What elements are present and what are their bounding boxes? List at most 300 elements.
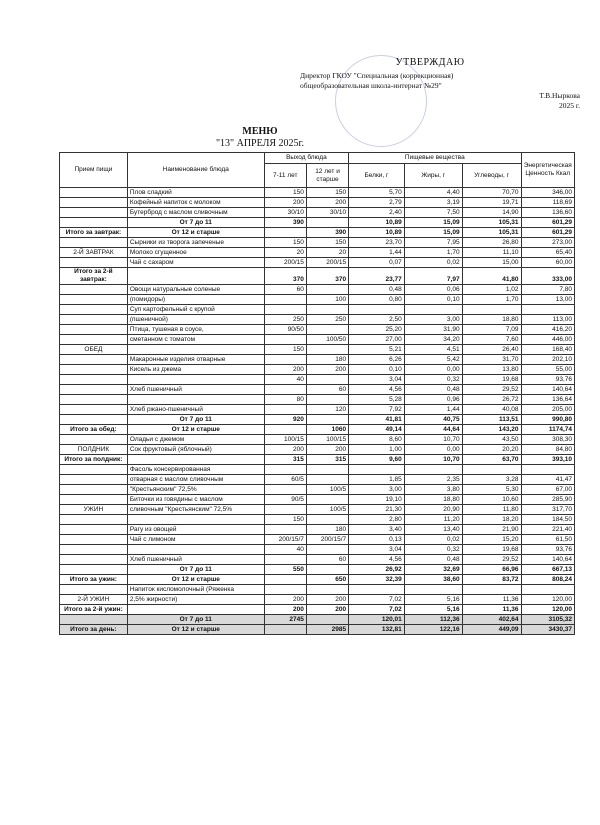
protein-cell: 41,81 [349, 415, 405, 425]
protein-cell: 0,80 [349, 295, 405, 305]
energy-cell: 393,10 [521, 455, 574, 465]
fat-cell: 3,19 [404, 198, 462, 208]
carbs-cell: 11,80 [462, 505, 521, 515]
carbs-cell: 70,70 [462, 188, 521, 198]
dish-cell: (помидоры) [127, 295, 264, 305]
table-row [60, 355, 575, 365]
energy-cell: 140,64 [521, 555, 574, 565]
protein-cell: 2,79 [349, 198, 405, 208]
table-row [60, 525, 575, 535]
protein-cell: 7,02 [349, 595, 405, 605]
fat-cell: 0,96 [404, 395, 462, 405]
header-carbs: Углеводы, г [462, 164, 521, 188]
yield-12-plus-cell: 150 [306, 238, 348, 248]
header-nutrients: Пищевые вещества [349, 153, 521, 164]
carbs-cell: 1,02 [462, 285, 521, 295]
protein-cell: 10,89 [349, 218, 405, 228]
table-row [60, 198, 575, 208]
yield-12-plus-cell: 100/15 [306, 435, 348, 445]
protein-cell: 5,21 [349, 345, 405, 355]
energy-cell: 67,00 [521, 485, 574, 495]
energy-cell: 55,00 [521, 365, 574, 375]
carbs-cell: 11,36 [462, 605, 521, 615]
protein-cell: 0,07 [349, 258, 405, 268]
meal-cell [60, 285, 128, 295]
energy-cell: 601,29 [521, 228, 574, 238]
carbs-cell: 66,96 [462, 565, 521, 575]
menu-table [59, 152, 575, 635]
fat-cell: 34,20 [404, 335, 462, 345]
yield-12-plus-cell: 390 [306, 228, 348, 238]
dish-cell: 2,5% жирности) [127, 595, 264, 605]
table-row [60, 248, 575, 258]
menu-heading [180, 126, 340, 150]
table-row [60, 405, 575, 415]
table-row [60, 435, 575, 445]
yield-12-plus-cell: 100 [306, 295, 348, 305]
table-row [60, 495, 575, 505]
dish-cell: Молоко сгущенное [127, 248, 264, 258]
fat-cell: 0,00 [404, 445, 462, 455]
table-row [60, 335, 575, 345]
meal-cell: Итого за 2-й завтрак: [60, 268, 128, 285]
carbs-cell: 402,64 [462, 615, 521, 625]
dish-cell: От 12 и старше [127, 228, 264, 238]
dish-cell [127, 345, 264, 355]
table-row [60, 465, 575, 475]
carbs-cell: 41,80 [462, 268, 521, 285]
table-row [60, 605, 575, 615]
meal-cell [60, 545, 128, 555]
yield-12-plus-cell [306, 565, 348, 575]
meal-cell [60, 615, 128, 625]
dish-cell: Кисель из джема [127, 365, 264, 375]
carbs-cell: 143,20 [462, 425, 521, 435]
yield-7-11-cell [264, 405, 306, 415]
carbs-cell: 40,08 [462, 405, 521, 415]
header-age-12-plus: 12 лет и старше [306, 164, 348, 188]
energy-cell: 333,00 [521, 268, 574, 285]
protein-cell: 5,70 [349, 188, 405, 198]
dish-cell [127, 605, 264, 615]
fat-cell: 5,16 [404, 595, 462, 605]
approval-heading: УТВЕРЖДАЮ [395, 57, 465, 68]
yield-12-plus-cell: 100/5 [306, 485, 348, 495]
yield-12-plus-cell [306, 515, 348, 525]
carbs-cell: 15,00 [462, 258, 521, 268]
table-row [60, 188, 575, 198]
dish-cell: Хлеб пшеничный [127, 385, 264, 395]
fat-cell: 31,90 [404, 325, 462, 335]
protein-cell: 9,60 [349, 455, 405, 465]
yield-12-plus-cell: 200 [306, 198, 348, 208]
protein-cell: 4,56 [349, 385, 405, 395]
yield-7-11-cell: 200 [264, 198, 306, 208]
dish-cell: отварная с маслом сливочным [127, 475, 264, 485]
yield-7-11-cell [264, 555, 306, 565]
header-protein: Белки, г [349, 164, 405, 188]
protein-cell: 25,20 [349, 325, 405, 335]
energy-cell: 136,60 [521, 208, 574, 218]
dish-cell: Чай с лимоном [127, 535, 264, 545]
energy-cell: 317,70 [521, 505, 574, 515]
energy-cell: 184,50 [521, 515, 574, 525]
carbs-cell [462, 305, 521, 315]
yield-7-11-cell: 150 [264, 345, 306, 355]
fat-cell: 3,80 [404, 485, 462, 495]
yield-12-plus-cell: 100/5 [306, 505, 348, 515]
yield-12-plus-cell [306, 495, 348, 505]
dish-cell: Суп картофельный с крупой [127, 305, 264, 315]
yield-12-plus-cell [306, 218, 348, 228]
energy-cell: 168,40 [521, 345, 574, 355]
yield-12-plus-cell [306, 545, 348, 555]
fat-cell: 32,69 [404, 565, 462, 575]
meal-cell [60, 198, 128, 208]
meal-cell: ПОЛДНИК [60, 445, 128, 455]
meal-cell [60, 375, 128, 385]
carbs-cell: 105,31 [462, 218, 521, 228]
yield-12-plus-cell: 200 [306, 595, 348, 605]
dish-cell: Биточки из говядины с маслом [127, 495, 264, 505]
yield-7-11-cell [264, 485, 306, 495]
table-row [60, 485, 575, 495]
energy-cell: 3105,32 [521, 615, 574, 625]
meal-cell [60, 495, 128, 505]
meal-cell [60, 305, 128, 315]
dish-cell: Хлеб пшеничный [127, 555, 264, 565]
meal-cell [60, 475, 128, 485]
energy-cell [521, 465, 574, 475]
protein-cell: 23,70 [349, 238, 405, 248]
dish-cell [127, 545, 264, 555]
table-row [60, 375, 575, 385]
approval-line-1: Директор ГКОУ "Специальная (коррекционная) [300, 71, 454, 80]
fat-cell: 0,02 [404, 258, 462, 268]
yield-7-11-cell: 390 [264, 218, 306, 228]
yield-12-plus-cell: 100/50 [306, 335, 348, 345]
energy-cell: 120,00 [521, 605, 574, 615]
fat-cell: 3,00 [404, 315, 462, 325]
fat-cell: 0,48 [404, 385, 462, 395]
table-row [60, 615, 575, 625]
fat-cell: 4,51 [404, 345, 462, 355]
meal-cell [60, 415, 128, 425]
yield-7-11-cell [264, 355, 306, 365]
table-row [60, 545, 575, 555]
fat-cell: 7,97 [404, 268, 462, 285]
yield-7-11-cell [264, 575, 306, 585]
yield-7-11-cell: 150 [264, 515, 306, 525]
protein-cell: 120,01 [349, 615, 405, 625]
meal-cell [60, 258, 128, 268]
dish-cell: От 12 и старше [127, 575, 264, 585]
meal-cell: Итого за ужин: [60, 575, 128, 585]
carbs-cell: 10,60 [462, 495, 521, 505]
energy-cell: 205,00 [521, 405, 574, 415]
fat-cell: 2,35 [404, 475, 462, 485]
carbs-cell: 13,80 [462, 365, 521, 375]
yield-7-11-cell: 200 [264, 445, 306, 455]
fat-cell: 10,70 [404, 435, 462, 445]
yield-7-11-cell: 200 [264, 365, 306, 375]
meal-cell [60, 335, 128, 345]
yield-12-plus-cell: 180 [306, 355, 348, 365]
yield-7-11-cell: 80 [264, 395, 306, 405]
yield-7-11-cell: 550 [264, 565, 306, 575]
energy-cell: 118,69 [521, 198, 574, 208]
meal-cell [60, 465, 128, 475]
table-row [60, 415, 575, 425]
yield-7-11-cell: 60/5 [264, 475, 306, 485]
table-row [60, 345, 575, 355]
meal-cell [60, 395, 128, 405]
menu-date: "13" АПРЕЛЯ 2025г. [215, 138, 305, 149]
yield-7-11-cell: 90/5 [264, 495, 306, 505]
table-row [60, 535, 575, 545]
dish-cell: От 12 и старше [127, 625, 264, 635]
fat-cell: 11,20 [404, 515, 462, 525]
energy-cell [521, 585, 574, 595]
fat-cell: 15,09 [404, 218, 462, 228]
protein-cell [349, 305, 405, 315]
fat-cell: 10,70 [404, 455, 462, 465]
energy-cell: 346,00 [521, 188, 574, 198]
protein-cell: 8,60 [349, 435, 405, 445]
yield-12-plus-cell: 60 [306, 555, 348, 565]
protein-cell: 6,26 [349, 355, 405, 365]
yield-12-plus-cell: 60 [306, 385, 348, 395]
meal-cell: Итого за завтрак: [60, 228, 128, 238]
yield-7-11-cell [264, 525, 306, 535]
dish-cell: сметанном с томатом [127, 335, 264, 345]
dish-cell: Оладьи с джемом [127, 435, 264, 445]
fat-cell: 0,32 [404, 545, 462, 555]
energy-cell: 61,50 [521, 535, 574, 545]
table-row [60, 455, 575, 465]
approval-block [300, 58, 580, 111]
dish-cell: От 7 до 11 [127, 415, 264, 425]
protein-cell: 26,92 [349, 565, 405, 575]
table-row [60, 228, 575, 238]
approval-line-2: общеобразовательная школа-интернат №29" [300, 81, 442, 90]
dish-cell: От 7 до 11 [127, 565, 264, 575]
yield-7-11-cell [264, 425, 306, 435]
protein-cell: 10,89 [349, 228, 405, 238]
header-age-7-11: 7-11 лет [264, 164, 306, 188]
fat-cell [404, 585, 462, 595]
dish-cell: Фасоль консервированная [127, 465, 264, 475]
dish-cell: Хлеб ржано-пшеничный [127, 405, 264, 415]
carbs-cell: 31,70 [462, 355, 521, 365]
protein-cell: 23,77 [349, 268, 405, 285]
meal-cell [60, 295, 128, 305]
energy-cell: 65,40 [521, 248, 574, 258]
energy-cell [521, 305, 574, 315]
fat-cell: 7,50 [404, 208, 462, 218]
table-row [60, 305, 575, 315]
yield-12-plus-cell: 120 [306, 405, 348, 415]
meal-cell [60, 188, 128, 198]
fat-cell: 20,90 [404, 505, 462, 515]
carbs-cell: 29,52 [462, 555, 521, 565]
fat-cell: 40,75 [404, 415, 462, 425]
meal-cell [60, 515, 128, 525]
dish-cell: Чай с сахаром [127, 258, 264, 268]
yield-12-plus-cell: 200/15 [306, 258, 348, 268]
dish-cell: Овощи натуральные соленые [127, 285, 264, 295]
dish-cell: От 12 и старше [127, 425, 264, 435]
yield-12-plus-cell [306, 585, 348, 595]
meal-cell: Итого за полдник: [60, 455, 128, 465]
energy-cell: 120,00 [521, 595, 574, 605]
yield-7-11-cell: 150 [264, 238, 306, 248]
table-row [60, 385, 575, 395]
yield-12-plus-cell [306, 305, 348, 315]
table-row [60, 575, 575, 585]
energy-cell: 60,00 [521, 258, 574, 268]
yield-12-plus-cell: 200 [306, 445, 348, 455]
yield-7-11-cell: 920 [264, 415, 306, 425]
dish-cell: сливочным "Крестьянским" 72,5% [127, 505, 264, 515]
carbs-cell: 5,30 [462, 485, 521, 495]
table-row [60, 208, 575, 218]
energy-cell: 446,00 [521, 335, 574, 345]
meal-cell [60, 315, 128, 325]
yield-7-11-cell: 200 [264, 605, 306, 615]
page-title: МЕНЮ [242, 126, 278, 137]
yield-7-11-cell: 100/15 [264, 435, 306, 445]
yield-12-plus-cell [306, 615, 348, 625]
carbs-cell: 20,20 [462, 445, 521, 455]
meal-cell [60, 405, 128, 415]
table-row [60, 325, 575, 335]
protein-cell: 4,56 [349, 555, 405, 565]
fat-cell: 0,00 [404, 365, 462, 375]
table-row [60, 595, 575, 605]
yield-12-plus-cell: 370 [306, 268, 348, 285]
dish-cell: Сырники из творога запеченые [127, 238, 264, 248]
protein-cell: 49,14 [349, 425, 405, 435]
protein-cell: 21,30 [349, 505, 405, 515]
dish-cell: Кофейный напиток с молоком [127, 198, 264, 208]
energy-cell: 221,40 [521, 525, 574, 535]
table-row [60, 445, 575, 455]
yield-7-11-cell [264, 385, 306, 395]
protein-cell: 0,10 [349, 365, 405, 375]
meal-cell: Итого за обед: [60, 425, 128, 435]
meal-cell [60, 325, 128, 335]
carbs-cell [462, 585, 521, 595]
dish-cell: От 7 до 11 [127, 615, 264, 625]
yield-12-plus-cell [306, 395, 348, 405]
yield-7-11-cell: 40 [264, 375, 306, 385]
dish-cell: От 7 до 11 [127, 218, 264, 228]
carbs-cell: 7,60 [462, 335, 521, 345]
carbs-cell: 26,40 [462, 345, 521, 355]
carbs-cell: 11,36 [462, 595, 521, 605]
fat-cell: 0,32 [404, 375, 462, 385]
carbs-cell: 19,68 [462, 375, 521, 385]
protein-cell: 132,81 [349, 625, 405, 635]
energy-cell: 1174,74 [521, 425, 574, 435]
yield-7-11-cell: 200 [264, 595, 306, 605]
fat-cell: 18,80 [404, 495, 462, 505]
table-row [60, 395, 575, 405]
meal-cell: УЖИН [60, 505, 128, 515]
yield-7-11-cell [264, 335, 306, 345]
table-row [60, 295, 575, 305]
table-row [60, 425, 575, 435]
yield-7-11-cell: 20 [264, 248, 306, 258]
dish-cell: (пшеничной) [127, 315, 264, 325]
protein-cell [349, 585, 405, 595]
energy-cell: 93,76 [521, 375, 574, 385]
protein-cell: 19,10 [349, 495, 405, 505]
approval-signature: Т.В.Ныркова [539, 91, 580, 100]
table-row [60, 315, 575, 325]
yield-12-plus-cell: 150 [306, 188, 348, 198]
meal-cell [60, 525, 128, 535]
header-energy: Энергетическая Ценность Ккал [521, 153, 574, 188]
carbs-cell: 113,51 [462, 415, 521, 425]
fat-cell: 0,02 [404, 535, 462, 545]
yield-7-11-cell: 315 [264, 455, 306, 465]
carbs-cell: 83,72 [462, 575, 521, 585]
meal-cell [60, 435, 128, 445]
dish-cell [127, 375, 264, 385]
yield-7-11-cell: 200/15/7 [264, 535, 306, 545]
protein-cell: 5,28 [349, 395, 405, 405]
energy-cell: 202,10 [521, 355, 574, 365]
yield-12-plus-cell [306, 345, 348, 355]
energy-cell: 808,24 [521, 575, 574, 585]
carbs-cell: 18,20 [462, 515, 521, 525]
energy-cell: 136,64 [521, 395, 574, 405]
dish-cell [127, 395, 264, 405]
fat-cell: 7,95 [404, 238, 462, 248]
protein-cell [349, 465, 405, 475]
energy-cell: 308,30 [521, 435, 574, 445]
carbs-cell: 15,20 [462, 535, 521, 545]
yield-7-11-cell [264, 295, 306, 305]
fat-cell: 1,70 [404, 248, 462, 258]
yield-7-11-cell [264, 505, 306, 515]
energy-cell: 416,20 [521, 325, 574, 335]
yield-12-plus-cell: 180 [306, 525, 348, 535]
energy-cell: 7,80 [521, 285, 574, 295]
dish-cell [127, 455, 264, 465]
yield-12-plus-cell: 2985 [306, 625, 348, 635]
energy-cell: 113,00 [521, 315, 574, 325]
carbs-cell: 19,68 [462, 545, 521, 555]
table-row [60, 285, 575, 295]
meal-cell [60, 385, 128, 395]
fat-cell: 44,64 [404, 425, 462, 435]
table-row [60, 268, 575, 285]
yield-12-plus-cell: 200/15/7 [306, 535, 348, 545]
yield-12-plus-cell: 200 [306, 605, 348, 615]
carbs-cell: 3,28 [462, 475, 521, 485]
energy-cell: 13,00 [521, 295, 574, 305]
meal-cell [60, 555, 128, 565]
protein-cell: 32,39 [349, 575, 405, 585]
carbs-cell: 21,90 [462, 525, 521, 535]
yield-7-11-cell: 60 [264, 285, 306, 295]
fat-cell: 0,48 [404, 555, 462, 565]
yield-12-plus-cell [306, 325, 348, 335]
yield-7-11-cell [264, 585, 306, 595]
